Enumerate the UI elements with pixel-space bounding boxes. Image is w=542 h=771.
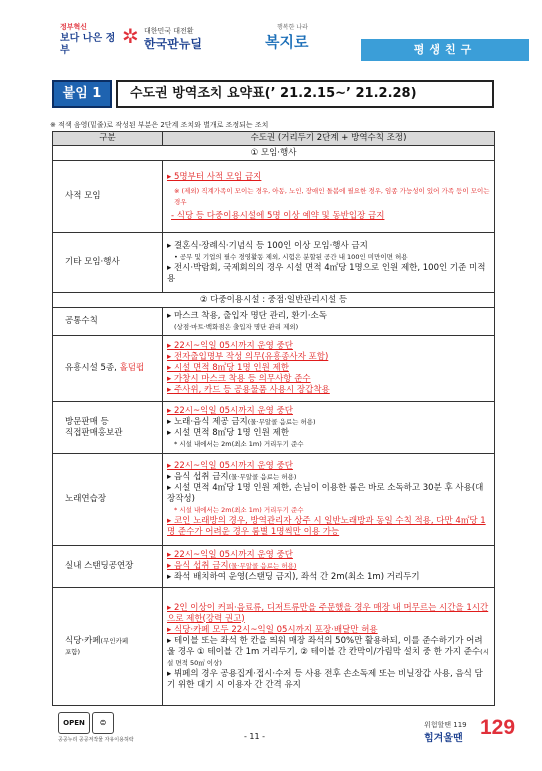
korean-new-deal-logo	[122, 24, 212, 54]
logo2-small: 대한민국 대전환	[144, 27, 194, 35]
list-item: ▸ 22시~익일 05시까지 운영 중단	[167, 341, 293, 351]
tagline-banner: 평생친구	[361, 39, 529, 61]
list-item: ▸ 음식 섭취 금지(물·무알콜 음료는 허용)	[167, 472, 297, 482]
list-item: (상점·마트·백화점은 출입자 명단 관리 제외)	[174, 322, 299, 331]
measures-table	[52, 131, 495, 706]
list-item: ▸ 결혼식·장례식·기념식 등 100인 이상 모임·행사 금지	[167, 240, 368, 251]
list-item: ▸ 5명부터 사적 모임 금지	[167, 171, 262, 182]
table-row	[53, 588, 495, 706]
table-row	[53, 308, 495, 336]
table-row	[53, 161, 495, 233]
list-item: ▸ 좌석 배치하여 운영(스탠딩 금지), 좌석 간 2m(최소 1m) 거리두기	[167, 572, 420, 582]
row-label: 실내 스탠딩공연장	[53, 546, 163, 588]
section-facilities: ② 다중이용시설 : 중점·일반관리시설 등	[53, 293, 495, 308]
row-label: 공통수칙	[53, 308, 163, 336]
list-item: ▸ 코인 노래방의 경우, 방역관리자 상주 시 일반노래방과 동일 수칙 적용, 다만 4㎡당 1명 준수가 어려운 경우 룸별 1명씩만 이용 가능	[167, 516, 486, 537]
attachment-badge: 붙임 1	[52, 80, 112, 108]
list-item: ▸ 2인 이상이 커피·음료류, 디저트류만을 주문했을 경우 매장 내 머무르는 시간을 1시간으로 제한(강력 권고)	[167, 602, 489, 624]
table-row	[53, 454, 495, 546]
logo2-big: 한국판뉴딜	[144, 37, 202, 51]
list-item: ▸ 22시~익일 05시까지 운영 중단	[167, 550, 293, 560]
table-row	[53, 402, 495, 454]
row-content	[163, 308, 495, 336]
list-item: * 시설 내에서는 2m(최소 1m) 거리두기 준수	[174, 506, 304, 514]
row-label: 유흥시설 5종, 홀덤펍	[53, 336, 163, 402]
hotline-number: 129	[480, 716, 516, 739]
row-label: 노래연습장	[53, 454, 163, 546]
list-item: ▸ 전시·박람회, 국제회의의 경우 시설 면적 4㎡당 1명으로 인원 제한, 100인 기준 미적용	[167, 262, 486, 284]
row-label: 사적 모임	[53, 161, 163, 233]
table-header-row	[53, 132, 495, 146]
page-footer	[0, 712, 542, 771]
logo3-small: 행복한 나라	[277, 24, 308, 31]
row-content	[163, 588, 495, 706]
list-item: ▸ 뷔페의 경우 공용집게·접시·수저 등 사용 전후 손소독제 또는 비닐장갑 사용, 음식 담기 위한 대기 시 이용자 간 간격 유지	[167, 668, 483, 690]
kogl-text: 공공누리 공공저작물 자유이용허락	[58, 737, 134, 743]
open-license-logo: OPEN	[58, 712, 90, 734]
page-title: 수도권 방역조치 요약표(’ 21.2.15~’ 21.2.28)	[116, 80, 494, 108]
list-item: * 시설 내에서는 2m(최소 1m) 거리두기 준수	[174, 439, 304, 448]
table-row	[53, 546, 495, 588]
logo1-line2: 보다 나은 정부	[60, 33, 116, 56]
list-item: ▸ 22시~익일 05시까지 운영 중단	[167, 461, 293, 471]
list-item: ▸ 전자출입명부 작성 의무(유흥종사자 포함)	[167, 352, 329, 362]
section-row	[53, 293, 495, 308]
list-item: ▸ 22시~익일 05시까지 운영 중단	[167, 405, 293, 416]
note-text: ※ 적색 음영(밑줄)로 작성된 부분은 2단계 조치와 별개로 조정되는 조치	[50, 121, 269, 129]
header-category: 구분	[53, 132, 163, 146]
section-row	[53, 146, 495, 161]
row-content	[163, 161, 495, 233]
row-label: 방문판매 등 직접판매홍보관	[53, 402, 163, 454]
table-row	[53, 336, 495, 402]
hotline-big: 힘겨울땐	[424, 733, 463, 744]
row-content	[163, 233, 495, 293]
gov-innovation-logo	[60, 22, 118, 56]
hotline-small: 위험할땐 119	[424, 721, 467, 729]
list-item: • 공무 및 기업의 필수 경영활동 제외, 시험은 분할된 공간 내 100인 미만이면 허용	[174, 252, 408, 261]
list-item: ▸ 음식 섭취 금지(물·무알콜 음료는 허용)	[167, 561, 297, 571]
list-item: ▸ 시설 면적 8㎡당 1명 인원 제한	[167, 363, 289, 373]
list-item: ▸ 가창시 마스크 착용 등 의무사항 준수	[167, 374, 311, 384]
list-item: ※ (제외) 직계가족이 모이는 경우, 아동, 노인, 장애인 돌봄에 필요한 경우, 임종 가능성이 있어 가족 등이 모이는 경우	[174, 186, 490, 206]
section-gatherings: ① 모임·행사	[53, 146, 495, 161]
list-item: ▸ 테이블 또는 좌석 한 칸을 띄워 매장 좌석의 50%만 활용하되, 이를 준수하기가 어려울 경우 ① 테이블 간 1m 거리두기, ② 테이블 간 칸막이/가림막 설치 중 한 가지 준수(시설 면적 50㎡ 이상)	[167, 635, 489, 667]
row-content	[163, 336, 495, 402]
hotline-logo	[424, 716, 524, 746]
license-type-icon: ⊜	[92, 712, 114, 734]
list-item: - 식당 등 다중이용시설에 5명 이상 예약 및 동반입장 금지	[171, 210, 385, 221]
page-header	[0, 0, 542, 72]
logo3-big: 복지로	[265, 34, 309, 51]
list-item: ▸ 노래·음식 제공 금지(물·무알콜 음료는 허용)	[167, 416, 316, 427]
row-content	[163, 454, 495, 546]
page-number: - 11 -	[244, 732, 266, 741]
row-label: 식당·카페(무인카페 포함)	[53, 588, 163, 706]
logo1-line1: 정부혁신	[60, 23, 88, 31]
list-item: ▸ 주사위, 카드 등 공용물품 사용시 장갑착용	[167, 385, 330, 395]
row-content	[163, 546, 495, 588]
list-item: ▸ 식당·카페 모두 22시~익일 05시까지 포장·배달만 허용	[167, 624, 378, 635]
bokjiro-logo	[265, 22, 325, 56]
row-label: 기타 모임·행사	[53, 233, 163, 293]
pinwheel-icon: ✲	[122, 24, 139, 48]
header-measures: 수도권 (거리두기 2단계 + 방역수칙 조정)	[163, 132, 495, 146]
list-item: ▸ 마스크 착용, 출입자 명단 관리, 환기·소독	[167, 310, 327, 321]
row-content	[163, 402, 495, 454]
table-row	[53, 233, 495, 293]
list-item: ▸ 시설 면적 4㎡당 1명 인원 제한, 손님이 이용한 룸은 바로 소독하고 30분 후 사용(대장작성)	[167, 483, 484, 504]
list-item: ▸ 시설 면적 8㎡당 1명 인원 제한	[167, 427, 289, 438]
title-row	[52, 80, 494, 108]
